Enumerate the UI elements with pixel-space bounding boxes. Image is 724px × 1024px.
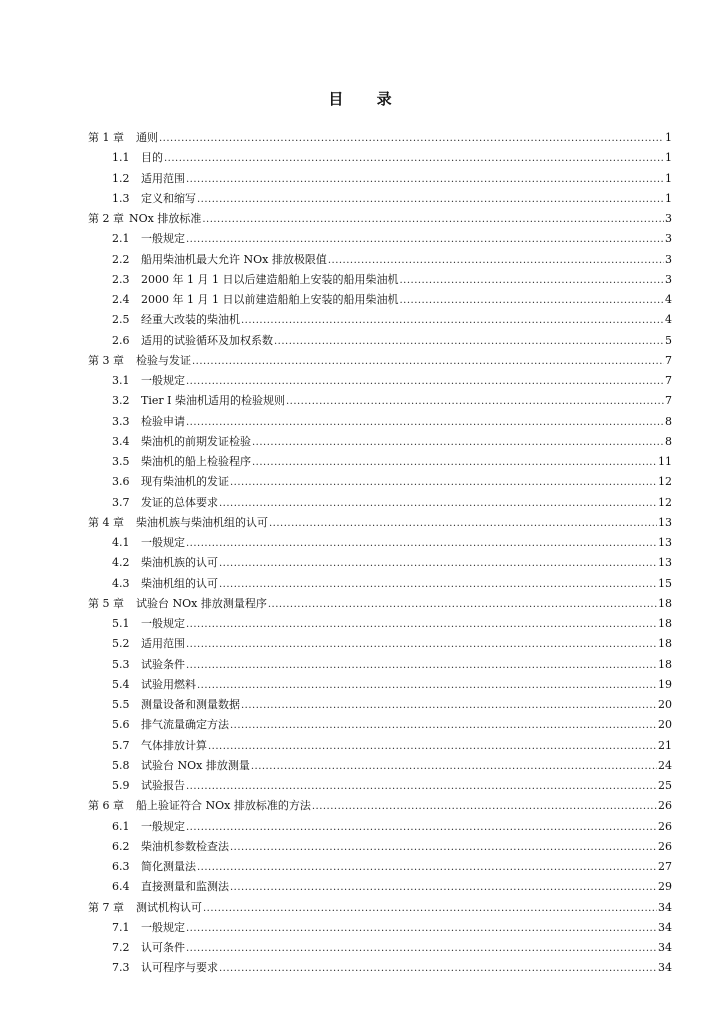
toc-entry-number: 6.2 (112, 839, 130, 853)
toc-dot-leader (274, 332, 664, 352)
toc-entry-title: 2000 年 1 月 1 日以后建造船舶上安装的船用柴油机 (141, 272, 399, 286)
toc-dot-leader (186, 635, 657, 655)
toc-section-entry (88, 148, 672, 168)
toc-entry-number: 7.3 (112, 961, 130, 975)
toc-entry-title: 试验用燃料 (141, 677, 196, 691)
toc-dot-leader (197, 190, 664, 210)
toc-chapter-entry (88, 898, 672, 918)
toc-dot-leader (269, 514, 657, 534)
toc-section-entry (88, 715, 672, 735)
toc-entry-number: 7.1 (112, 920, 130, 934)
toc-entry-title: 船上验证符合 NOx 排放标准的方法 (136, 799, 311, 813)
toc-page-number: 18 (658, 657, 672, 671)
toc-dot-leader (186, 534, 657, 554)
toc-page-number: 1 (665, 171, 672, 185)
toc-dot-leader (252, 453, 657, 473)
toc-entry-title: 认可程序与要求 (141, 961, 218, 975)
toc-entry-number: 2.2 (112, 252, 130, 266)
toc-entry-title: 试验报告 (141, 779, 185, 792)
toc-entry-title: 一般规定 (141, 232, 185, 246)
toc-entry-number: 2.4 (112, 293, 130, 306)
toc-page-number: 19 (658, 677, 672, 691)
toc-dot-leader (186, 372, 664, 392)
toc-page-number: 8 (665, 414, 672, 428)
toc-section-entry (88, 452, 672, 472)
toc-page-number: 20 (658, 698, 672, 711)
toc-entry-title: 目的 (141, 151, 163, 165)
toc-dot-leader (186, 170, 664, 190)
toc-entry-title: 经重大改装的柴油机 (141, 313, 240, 327)
toc-dot-leader (219, 494, 657, 514)
toc-entry-title: 直接测量和监测法 (141, 880, 229, 894)
toc-section-entry (88, 189, 672, 209)
toc-entry-number: 第 6 章 (88, 799, 124, 813)
toc-section-entry (88, 695, 672, 715)
toc-section-entry (88, 736, 672, 756)
toc-entry-number: 3.6 (112, 475, 130, 489)
toc-dot-leader (241, 311, 664, 331)
toc-dot-leader (203, 899, 657, 919)
toc-section-entry (88, 391, 672, 411)
table-of-contents (88, 128, 672, 979)
toc-dot-leader (286, 392, 664, 412)
toc-entry-title: 柴油机组的认可 (141, 576, 218, 590)
toc-section-entry (88, 574, 672, 594)
toc-entry-title: 气体排放计算 (141, 738, 207, 752)
toc-page-number: 13 (658, 536, 672, 549)
toc-page-number: 18 (658, 596, 672, 610)
toc-page-number: 26 (658, 819, 672, 833)
toc-page-number: 20 (658, 718, 672, 732)
toc-page-number: 8 (665, 434, 672, 448)
toc-page-number: 25 (658, 779, 672, 792)
toc-dot-leader (186, 230, 664, 250)
toc-entry-number: 5.5 (112, 698, 130, 711)
toc-entry-title: 柴油机的前期发证检验 (141, 434, 251, 448)
toc-entry-number: 7.2 (112, 941, 130, 954)
toc-entry-number: 1.3 (112, 191, 130, 205)
toc-dot-leader (230, 878, 657, 898)
toc-section-entry (88, 290, 672, 310)
toc-dot-leader (328, 251, 664, 271)
toc-entry-title: 试验台 NOx 排放测量程序 (136, 596, 267, 610)
toc-page-number: 24 (658, 758, 672, 772)
toc-section-entry (88, 250, 672, 270)
toc-entry-number: 5.9 (112, 779, 130, 792)
toc-dot-leader (230, 716, 657, 736)
toc-entry-title: 一般规定 (141, 374, 185, 387)
toc-entry-title: NOx 排放标准 (129, 212, 202, 225)
toc-entry-number: 第 2 章 (88, 212, 124, 225)
toc-chapter-entry (88, 209, 672, 229)
toc-page-number: 18 (658, 637, 672, 651)
toc-dot-leader (186, 656, 657, 676)
toc-page-number: 13 (658, 515, 672, 529)
toc-entry-number: 4.2 (112, 556, 130, 570)
toc-entry-title: 一般规定 (141, 536, 185, 549)
toc-section-entry (88, 553, 672, 573)
toc-section-entry (88, 169, 672, 189)
toc-dot-leader (219, 554, 657, 574)
toc-page-number: 34 (658, 961, 672, 975)
toc-page-number: 1 (665, 151, 672, 165)
toc-dot-leader (399, 271, 664, 291)
toc-page-number: 3 (665, 252, 672, 266)
toc-section-entry (88, 614, 672, 634)
toc-entry-number: 第 4 章 (88, 515, 124, 529)
toc-entry-number: 第 7 章 (88, 900, 124, 914)
toc-entry-number: 5.1 (112, 617, 130, 630)
toc-page-number: 11 (658, 455, 672, 468)
toc-entry-number: 3.7 (112, 495, 130, 509)
toc-entry-number: 6.1 (112, 819, 130, 833)
toc-entry-number: 2.5 (112, 313, 130, 327)
toc-entry-title: 定义和缩写 (141, 191, 196, 205)
toc-entry-number: 2.6 (112, 333, 130, 347)
toc-chapter-entry (88, 513, 672, 533)
toc-entry-title: 认可条件 (141, 941, 185, 954)
toc-dot-leader (208, 737, 657, 757)
toc-section-entry (88, 432, 672, 452)
toc-dot-leader (192, 352, 664, 372)
toc-page-number: 3 (665, 272, 672, 286)
toc-section-entry (88, 412, 672, 432)
toc-section-entry (88, 310, 672, 330)
toc-dot-leader (186, 919, 657, 939)
toc-section-entry (88, 958, 672, 978)
toc-entry-title: 柴油机参数检查法 (141, 839, 229, 853)
toc-dot-leader (252, 433, 664, 453)
toc-dot-leader (219, 575, 657, 595)
toc-section-entry (88, 877, 672, 897)
toc-section-entry (88, 472, 672, 492)
toc-page-number: 4 (665, 293, 672, 306)
toc-entry-number: 5.3 (112, 657, 130, 671)
toc-section-entry (88, 634, 672, 654)
toc-dot-leader (164, 149, 664, 169)
toc-entry-title: 柴油机的船上检验程序 (141, 455, 251, 468)
toc-entry-number: 5.2 (112, 637, 130, 651)
toc-page-number: 7 (665, 374, 672, 387)
toc-entry-number: 5.8 (112, 758, 130, 772)
toc-section-entry (88, 493, 672, 513)
toc-entry-title: 排气流量确定方法 (141, 718, 229, 732)
toc-page-number: 29 (658, 880, 672, 894)
toc-dot-leader (186, 818, 657, 838)
toc-entry-number: 2.3 (112, 272, 130, 286)
toc-entry-title: 通则 (136, 131, 158, 144)
toc-dot-leader (186, 615, 657, 635)
toc-section-entry (88, 756, 672, 776)
toc-page-number: 1 (665, 131, 672, 144)
toc-dot-leader (230, 838, 657, 858)
toc-entry-title: 试验台 NOx 排放测量 (141, 758, 250, 772)
toc-page-number: 3 (665, 212, 672, 225)
toc-section-entry (88, 371, 672, 391)
toc-section-entry (88, 533, 672, 553)
toc-entry-number: 第 5 章 (88, 596, 124, 610)
toc-entry-number: 3.1 (112, 374, 130, 387)
toc-entry-title: 测量设备和测量数据 (141, 698, 240, 711)
toc-section-entry (88, 331, 672, 351)
toc-section-entry (88, 938, 672, 958)
toc-entry-title: 柴油机族的认可 (141, 556, 218, 570)
toc-page-number: 13 (658, 556, 672, 570)
toc-entry-title: 简化测量法 (141, 860, 196, 873)
toc-entry-number: 3.4 (112, 434, 130, 448)
toc-dot-leader (251, 757, 657, 777)
toc-page-number: 5 (665, 333, 672, 347)
toc-section-entry (88, 229, 672, 249)
toc-entry-title: 适用范围 (141, 171, 185, 185)
toc-entry-number: 4.1 (112, 536, 130, 549)
toc-dot-leader (268, 595, 657, 615)
toc-entry-number: 第 1 章 (88, 131, 124, 144)
toc-page-number: 1 (665, 191, 672, 205)
toc-section-entry (88, 918, 672, 938)
toc-entry-title: 船用柴油机最大允许 NOx 排放极限值 (141, 252, 327, 266)
toc-page-number: 34 (658, 920, 672, 934)
toc-dot-leader (186, 777, 657, 797)
toc-dot-leader (202, 210, 664, 230)
toc-entry-title: 一般规定 (141, 819, 185, 833)
toc-entry-title: 一般规定 (141, 920, 185, 934)
toc-dot-leader (197, 858, 657, 878)
toc-section-entry (88, 837, 672, 857)
toc-entry-number: 2.1 (112, 232, 130, 246)
toc-page-number: 18 (658, 617, 672, 630)
toc-entry-number: 第 3 章 (88, 353, 124, 367)
toc-page-number: 34 (658, 941, 672, 954)
toc-entry-number: 5.4 (112, 677, 130, 691)
toc-dot-leader (399, 291, 664, 311)
toc-section-entry (88, 857, 672, 877)
toc-entry-title: Tier I 柴油机适用的检验规则 (141, 394, 285, 408)
toc-entry-title: 一般规定 (141, 617, 185, 630)
toc-section-entry (88, 675, 672, 695)
toc-entry-title: 柴油机族与柴油机组的认可 (136, 515, 268, 529)
toc-dot-leader (186, 413, 664, 433)
page-title: 目 录 (328, 90, 406, 108)
toc-dot-leader (230, 473, 657, 493)
toc-entry-number: 5.6 (112, 718, 130, 732)
toc-dot-leader (241, 696, 657, 716)
toc-page-number: 3 (665, 232, 672, 246)
toc-chapter-entry (88, 594, 672, 614)
toc-dot-leader (159, 129, 664, 149)
toc-entry-number: 3.2 (112, 394, 130, 408)
toc-entry-number: 4.3 (112, 576, 130, 590)
toc-dot-leader (186, 939, 657, 959)
toc-page-number: 7 (665, 394, 672, 408)
toc-entry-title: 测试机构认可 (136, 900, 202, 914)
toc-entry-number: 1.1 (112, 151, 130, 165)
toc-entry-title: 试验条件 (141, 657, 185, 671)
toc-page-number: 26 (658, 799, 672, 813)
toc-page-number: 21 (658, 738, 672, 752)
toc-section-entry (88, 270, 672, 290)
toc-page-number: 34 (658, 900, 672, 914)
toc-entry-number: 6.3 (112, 860, 130, 873)
toc-page-number: 4 (665, 313, 672, 327)
toc-chapter-entry (88, 796, 672, 816)
toc-dot-leader (197, 676, 657, 696)
toc-entry-number: 5.7 (112, 738, 130, 752)
toc-entry-number: 3.3 (112, 414, 130, 428)
toc-entry-title: 检验申请 (141, 414, 185, 428)
toc-chapter-entry (88, 351, 672, 371)
toc-section-entry (88, 776, 672, 796)
toc-page-number: 12 (658, 495, 672, 509)
toc-section-entry (88, 817, 672, 837)
toc-dot-leader (219, 959, 657, 979)
toc-entry-number: 6.4 (112, 880, 130, 894)
toc-entry-title: 适用的试验循环及加权系数 (141, 333, 273, 347)
toc-chapter-entry (88, 128, 672, 148)
toc-entry-title: 2000 年 1 月 1 日以前建造船舶上安装的船用柴油机 (141, 293, 399, 306)
toc-page-number: 15 (658, 576, 672, 590)
toc-entry-title: 检验与发证 (136, 353, 191, 367)
toc-section-entry (88, 655, 672, 675)
toc-dot-leader (312, 797, 657, 817)
toc-entry-number: 1.2 (112, 171, 130, 185)
toc-page-number: 7 (665, 353, 672, 367)
toc-entry-title: 适用范围 (141, 637, 185, 651)
toc-page-number: 12 (658, 475, 672, 489)
toc-entry-title: 现有柴油机的发证 (141, 475, 229, 489)
toc-page-number: 26 (658, 839, 672, 853)
toc-entry-number: 3.5 (112, 455, 130, 468)
toc-page-number: 27 (658, 860, 672, 873)
toc-entry-title: 发证的总体要求 (141, 495, 218, 509)
